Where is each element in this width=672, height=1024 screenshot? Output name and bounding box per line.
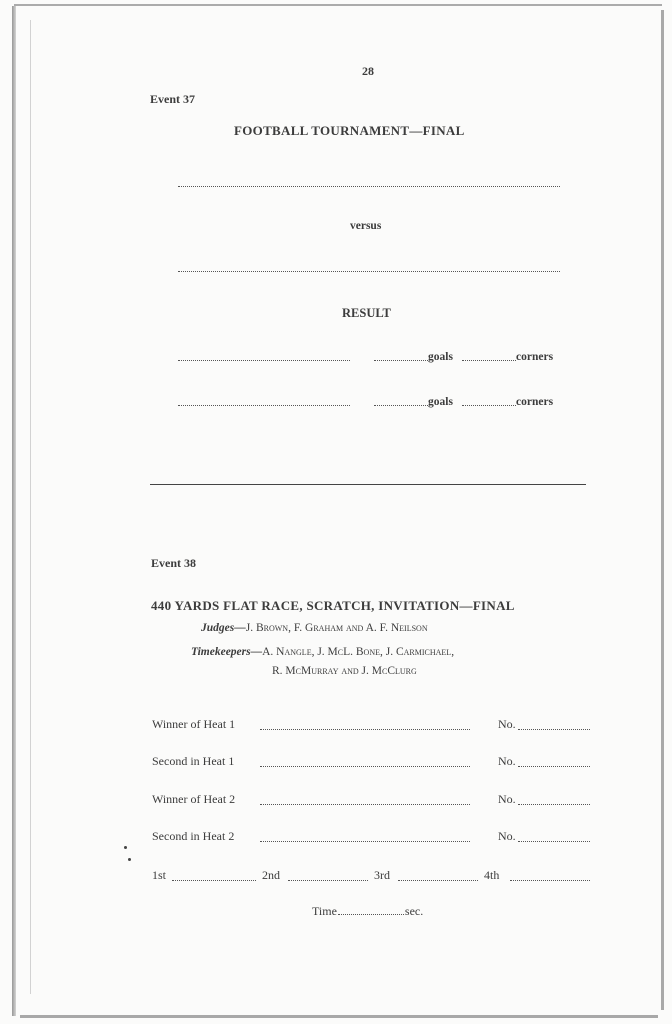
placing-row-second-heat-2 xyxy=(152,829,592,847)
placing-row-label: Winner of Heat 1 xyxy=(152,717,236,731)
event-37-title: FOOTBALL TOURNAMENT—FINAL xyxy=(234,123,465,138)
number-line xyxy=(518,766,590,767)
judges-label: Judges— xyxy=(201,622,246,634)
stray-mark xyxy=(124,846,127,849)
result-label: RESULT xyxy=(342,306,391,320)
place-3rd-label: 3rd xyxy=(374,868,390,882)
place-4th-label: 4th xyxy=(484,868,500,882)
final-places-row xyxy=(152,868,592,886)
sec-label: sec. xyxy=(404,904,424,918)
number-label: No. xyxy=(498,792,516,806)
team-1-line xyxy=(178,186,560,187)
name-line xyxy=(260,804,470,805)
result-1-corners-label: corners xyxy=(516,351,554,363)
event-37-label: Event 37 xyxy=(150,92,195,106)
placing-row-label: Second in Heat 1 xyxy=(152,754,235,768)
number-label: No. xyxy=(498,829,516,843)
result-1-goals-label: goals xyxy=(428,351,453,363)
judges-line xyxy=(201,622,428,634)
result-2-corners-label: corners xyxy=(516,396,554,408)
result-1-team-line xyxy=(178,360,350,361)
time-row xyxy=(312,904,423,919)
number-line xyxy=(518,804,590,805)
scan-edge-left xyxy=(12,6,16,1016)
timekeepers-names-2: R. McMurray and J. McClurg xyxy=(272,665,417,677)
section-divider xyxy=(150,484,586,485)
place-1st-line xyxy=(172,880,256,881)
scan-edge-right xyxy=(661,10,664,1010)
place-2nd-line xyxy=(288,880,368,881)
place-1st-label: 1st xyxy=(152,868,167,882)
timekeepers-label: Timekeepers— xyxy=(191,646,263,658)
name-line xyxy=(260,766,470,767)
result-2-corners-line xyxy=(462,405,516,406)
placing-row-label: Winner of Heat 2 xyxy=(152,792,236,806)
placing-row-winner-heat-2 xyxy=(152,792,592,810)
placing-row-second-heat-1 xyxy=(152,754,592,772)
placing-row-label: Second in Heat 2 xyxy=(152,829,235,843)
result-2-goals-line xyxy=(374,405,428,406)
name-line xyxy=(260,841,470,842)
number-line xyxy=(518,841,590,842)
versus-label: versus xyxy=(350,220,382,232)
event-38-title: 440 YARDS FLAT RACE, SCRATCH, INVITATION—FINAL xyxy=(151,598,515,613)
number-label: No. xyxy=(498,717,516,731)
event-38-label: Event 38 xyxy=(151,556,196,570)
result-2-goals-label: goals xyxy=(428,396,453,408)
number-label: No. xyxy=(498,754,516,768)
team-2-line xyxy=(178,271,560,272)
page-number: 28 xyxy=(362,64,374,78)
timekeepers-names-1: A. Nangle, J. McL. Bone, J. Carmichael, xyxy=(262,646,455,658)
timekeepers-line xyxy=(191,646,454,658)
scan-edge-top xyxy=(14,4,662,6)
place-3rd-line xyxy=(398,880,478,881)
time-line xyxy=(338,914,404,915)
name-line xyxy=(260,729,470,730)
result-1-corners-line xyxy=(462,360,516,361)
result-1-goals-line xyxy=(374,360,428,361)
scan-edge-bottom xyxy=(20,1015,658,1018)
result-2-team-line xyxy=(178,405,350,406)
judges-names: J. Brown, F. Graham and A. F. Neilson xyxy=(245,622,428,634)
place-4th-line xyxy=(510,880,590,881)
stray-mark xyxy=(128,858,131,861)
scan-edge-left-inner xyxy=(30,20,31,994)
number-line xyxy=(518,729,590,730)
place-2nd-label: 2nd xyxy=(262,868,280,882)
time-label: Time xyxy=(312,904,337,918)
placing-row-winner-heat-1 xyxy=(152,717,592,735)
